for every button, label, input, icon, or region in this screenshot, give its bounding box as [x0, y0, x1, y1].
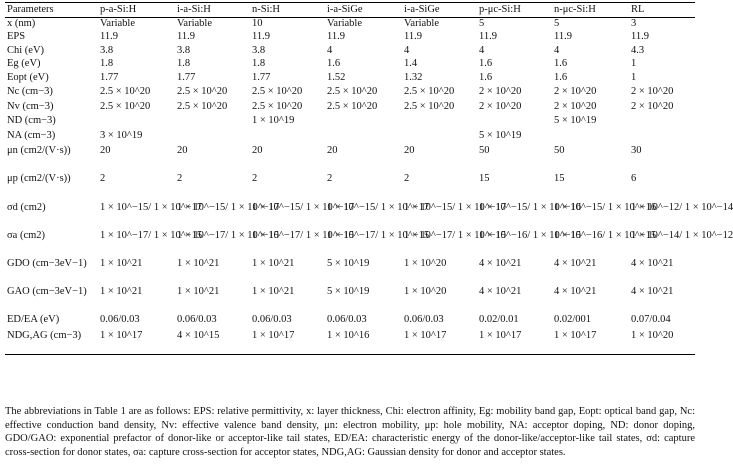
value-cell: 1 × 10^21 [252, 285, 295, 297]
table-row [5, 130, 695, 145]
value-cell: 2.5 × 10^20 [177, 85, 228, 97]
value-cell: 1.77 [100, 71, 119, 83]
parameter-label: NDG,AG (cm−3) [5, 330, 98, 355]
value-cell: 1 × 10^21 [252, 257, 295, 269]
value-cell: 50 [479, 144, 490, 156]
value-cell: 2 [327, 172, 333, 184]
table-row [5, 86, 695, 101]
table-row [5, 45, 695, 58]
value-cell: 1 × 10^20 [404, 285, 447, 297]
value-cell: 3.8 [100, 44, 114, 56]
value-cell: 4 [554, 44, 560, 56]
table-row [5, 230, 695, 258]
parameter-label: x (nm) [7, 18, 36, 29]
table-row [5, 115, 695, 130]
value-cell: 4 × 10^21 [554, 257, 597, 269]
value-cell: 11.9 [404, 30, 422, 42]
parameter-label: GAO (cm−3eV−1) [7, 285, 87, 297]
value-cell: 1 × 10^−15/ 1 × 10^−17 [252, 201, 355, 213]
table-row [5, 314, 695, 330]
value-cell: 1 × 10^19 [252, 114, 295, 126]
value-cell: 2 [177, 172, 183, 184]
value-cell: 2.5 × 10^20 [100, 100, 151, 112]
value-cell: 0.06/0.03 [252, 313, 292, 325]
value-cell: 2.5 × 10^20 [177, 100, 228, 112]
value-cell: 1.6 [479, 71, 493, 83]
value-cell: 30 [631, 144, 642, 156]
parameter-label: μp (cm2/(V·s)) [7, 172, 71, 184]
parameter-label: GDO (cm−3eV−1) [7, 257, 87, 269]
value-cell: 2 × 10^20 [631, 100, 674, 112]
value-cell: 11.9 [631, 30, 649, 42]
value-cell: 5 [479, 18, 485, 29]
parameter-label: μn (cm2/(V·s)) [7, 144, 71, 156]
value-cell: 1.6 [554, 71, 568, 83]
value-cell: 1 × 10^17 [552, 330, 629, 355]
value-cell: 1 × 10^−15/ 1 × 10^−16 [479, 201, 582, 213]
value-cell: 2 × 10^20 [631, 85, 674, 97]
header-cell: Parameters [5, 3, 98, 18]
value-cell: 1.77 [177, 71, 196, 83]
table-row [5, 202, 695, 230]
parameter-label: Nv (cm−3) [7, 100, 54, 112]
value-cell: 1 × 10^−15/ 1 × 10^−17 [327, 201, 430, 213]
value-cell: 1 × 10^21 [100, 285, 143, 297]
value-cell [552, 130, 629, 145]
value-cell: 15 [479, 172, 490, 184]
parameter-label: ED/EA (eV) [7, 313, 60, 325]
value-cell: 1 × 10^−15/ 1 × 10^−17 [100, 201, 203, 213]
value-cell: Variable [404, 18, 439, 29]
value-cell: 5 × 10^19 [327, 285, 370, 297]
value-cell: 15 [554, 172, 565, 184]
value-cell: 1 × 10^20 [629, 330, 695, 355]
value-cell: 0.02/001 [554, 313, 592, 325]
table-body [5, 18, 733, 355]
value-cell: 1 × 10^−17/ 1 × 10^−15 [100, 229, 203, 241]
table-row [5, 258, 695, 286]
value-cell: 2 × 10^20 [479, 85, 522, 97]
value-cell: 3 × 10^19 [100, 129, 143, 141]
value-cell: 1.6 [327, 57, 341, 69]
parameter-label: σa (cm2) [7, 229, 46, 241]
value-cell: 1 × 10^−16/ 1 × 10^−15 [479, 229, 582, 241]
value-cell: 20 [252, 144, 263, 156]
header-cell: i-a-SiGe [402, 3, 477, 18]
parameters-table [5, 2, 733, 355]
value-cell: 2.5 × 10^20 [404, 85, 455, 97]
value-cell: 0.06/0.03 [404, 313, 444, 325]
value-cell: 50 [554, 144, 565, 156]
parameter-label: ND (cm−3) [7, 114, 56, 126]
value-cell: 1.6 [479, 57, 493, 69]
value-cell: 0.07/0.04 [631, 313, 671, 325]
value-cell: Variable [100, 18, 135, 29]
value-cell: 1.8 [177, 57, 191, 69]
header-cell: n-Si:H [250, 3, 325, 18]
value-cell: 1 × 10^17 [477, 330, 552, 355]
value-cell: 11.9 [177, 30, 195, 42]
value-cell: 11.9 [479, 30, 497, 42]
value-cell: 4 [404, 44, 410, 56]
table-row [5, 286, 695, 314]
value-cell: 5 [554, 18, 560, 29]
header-cell: p-μc-Si:H [477, 3, 552, 18]
value-cell: 1 × 10^−15/ 1 × 10^−17 [177, 201, 280, 213]
value-cell: 1 × 10^−17/ 1 × 10^−15 [177, 229, 280, 241]
value-cell: 20 [177, 144, 188, 156]
value-cell: 6 [631, 172, 637, 184]
value-cell: 4 [327, 44, 333, 56]
value-cell: 2.5 × 10^20 [100, 85, 151, 97]
value-cell [325, 130, 402, 145]
value-cell: 2.5 × 10^20 [252, 100, 303, 112]
value-cell [98, 115, 175, 130]
header-cell: RL [629, 3, 695, 18]
value-cell: 1 × 10^17 [250, 330, 325, 355]
value-cell: 1 × 10^−17/ 1 × 10^−15 [404, 229, 507, 241]
value-cell: 10 [252, 18, 263, 29]
value-cell: 1.8 [252, 57, 266, 69]
value-cell: 1 × 10^−15/ 1 × 10^−17 [404, 201, 507, 213]
value-cell: 2.5 × 10^20 [404, 100, 455, 112]
table-row [5, 173, 695, 202]
value-cell: 1 × 10^21 [177, 285, 220, 297]
value-cell: 1.32 [404, 71, 423, 83]
value-cell: 11.9 [100, 30, 118, 42]
value-cell: 1 × 10^17 [98, 330, 175, 355]
value-cell: 4 [479, 44, 485, 56]
parameter-label: Eg (eV) [7, 57, 41, 69]
table-row [5, 31, 695, 45]
value-cell: Variable [177, 18, 212, 29]
value-cell [250, 130, 325, 145]
value-cell [325, 115, 402, 130]
value-cell: 20 [327, 144, 338, 156]
value-cell: 20 [100, 144, 111, 156]
value-cell: 2.5 × 10^20 [327, 100, 378, 112]
value-cell: 2 × 10^20 [554, 85, 597, 97]
value-cell: 1 × 10^−17/ 1 × 10^−15 [327, 229, 430, 241]
value-cell: 1 × 10^−12/ 1 × 10^−14 [631, 201, 733, 213]
header-cell: i-a-SiGe [325, 3, 402, 18]
value-cell: 2 [100, 172, 106, 184]
value-cell: 4.3 [631, 44, 645, 56]
value-cell: 1 × 10^17 [402, 330, 477, 355]
value-cell: 3.8 [177, 44, 191, 56]
value-cell: 1 × 10^−14/ 1 × 10^−12 [631, 229, 733, 241]
value-cell: 11.9 [327, 30, 345, 42]
value-cell [402, 115, 477, 130]
header-cell: n-μc-Si:H [552, 3, 629, 18]
table-row [5, 330, 695, 355]
value-cell: 1 × 10^21 [100, 257, 143, 269]
value-cell: 1.77 [252, 71, 271, 83]
value-cell: 2.5 × 10^20 [252, 85, 303, 97]
value-cell: 2 [404, 172, 410, 184]
value-cell: 1.52 [327, 71, 346, 83]
value-cell: 5 × 10^19 [479, 129, 522, 141]
value-cell: 0.06/0.03 [100, 313, 140, 325]
table-row [5, 145, 695, 173]
value-cell [629, 130, 695, 145]
value-cell: 3 [631, 18, 637, 29]
value-cell: 2 [252, 172, 258, 184]
parameter-label: Chi (eV) [7, 44, 45, 56]
value-cell: 4 × 10^21 [479, 285, 522, 297]
value-cell: 2 × 10^20 [554, 100, 597, 112]
value-cell [402, 130, 477, 145]
parameter-label: NA (cm−3) [7, 129, 56, 141]
value-cell: 4 × 10^21 [554, 285, 597, 297]
value-cell: 4 × 10^21 [631, 257, 674, 269]
value-cell: 1.8 [100, 57, 114, 69]
value-cell: 1 × 10^21 [177, 257, 220, 269]
table-header-row [5, 3, 695, 18]
value-cell: Variable [327, 18, 362, 29]
value-cell: 4 × 10^21 [479, 257, 522, 269]
parameter-label: Eopt (eV) [7, 71, 49, 83]
value-cell: 4 × 10^21 [631, 285, 674, 297]
value-cell [629, 115, 695, 130]
value-cell: 0.06/0.03 [177, 313, 217, 325]
value-cell: 2 × 10^20 [479, 100, 522, 112]
parameter-label: Nc (cm−3) [7, 85, 53, 97]
table-row [5, 58, 695, 72]
value-cell: 4 × 10^15 [175, 330, 250, 355]
table-row [5, 72, 695, 86]
value-cell: 5 × 10^19 [327, 257, 370, 269]
value-cell: 11.9 [554, 30, 572, 42]
value-cell: 3.8 [252, 44, 266, 56]
value-cell: 1 [631, 71, 637, 83]
value-cell: 1 × 10^20 [404, 257, 447, 269]
value-cell [175, 115, 250, 130]
value-cell: 1 × 10^−15/ 1 × 10^−16 [554, 201, 657, 213]
value-cell: 1 × 10^−16/ 1 × 10^−15 [554, 229, 657, 241]
table-row [5, 18, 695, 31]
value-cell [175, 130, 250, 145]
value-cell: 1 × 10^−17/ 1 × 10^−15 [252, 229, 355, 241]
parameter-label: EPS [7, 30, 26, 42]
table-row [5, 101, 695, 115]
value-cell [477, 115, 552, 130]
value-cell: 20 [404, 144, 415, 156]
header-cell: i-a-Si:H [175, 3, 250, 18]
value-cell: 2.5 × 10^20 [327, 85, 378, 97]
parameter-label: σd (cm2) [7, 201, 46, 213]
value-cell: 0.02/0.01 [479, 313, 519, 325]
table-caption: The abbreviations in Table 1 are as follows: EPS: relative permittivity, x: layer thickness, Chi: electron affinity, Eg: mobility band gap, Eopt: optical band gap, Nc: effective conduction band density, Nv: effective valence band density, μn: electron mobility, μp: hole mobility, NA: acceptor doping, ND: donor doping, GDO/GAO: exponential prefactor of donor-like or acceptor-like tail states, ED/EA: characteristic energy of the donor-like/acceptor-like tail states, σd: capture cross-section for donor states, σa: capture cross-section for acceptor states, NDG,AG: Gaussian density for donor and acceptor states. [5, 406, 695, 458]
header-cell: p-a-Si:H [98, 3, 175, 18]
value-cell: 1 × 10^16 [325, 330, 402, 355]
value-cell: 0.06/0.03 [327, 313, 367, 325]
value-cell: 1 [631, 57, 637, 69]
value-cell: 1.4 [404, 57, 418, 69]
value-cell: 5 × 10^19 [554, 114, 597, 126]
value-cell: 1.6 [554, 57, 568, 69]
value-cell: 11.9 [252, 30, 270, 42]
